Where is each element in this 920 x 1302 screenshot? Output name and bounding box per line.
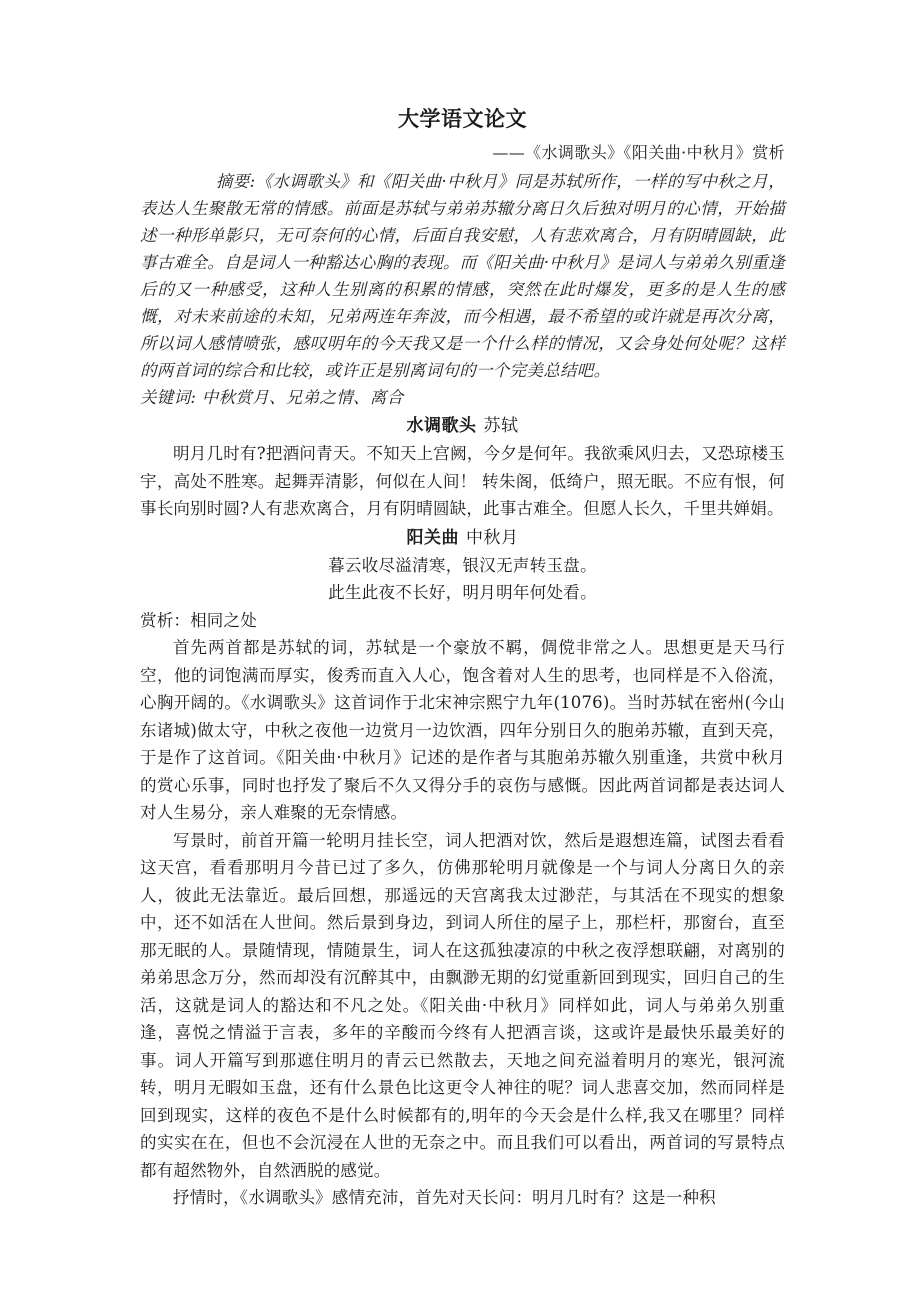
poem-line: 此生此夜不长好，明月明年何处看。 <box>328 583 597 602</box>
poem-heading-shuidiaogetou <box>140 412 785 440</box>
abstract-paragraph: 摘要:《水调歌头》和《阳关曲·中秋月》同是苏轼所作，一样的写中秋之月，表达人生聚散无常的情感。前面是苏轼与弟弟苏辙分离日久后独对明月的心情，开始描述一种形单影只，无可奈何的心情，后面自我安慰，人有悲欢离合，月有阴晴圆缺，此事古难全。自是词人一种豁达心胸的表现。而《阳关曲·中秋月》是词人与弟弟久别重逢后的又一种感受，这种人生别离的积累的情感，突然在此时爆发，更多的是人生的感慨，对未来前途的未知，兄弟两连年奔波，而今相遇，最不希望的或许就是再次分离，所以词人感情喷张，感叹明年的今天我又是一个什么样的情况，又会身处何处呢？这样的两首词的综合和比较，或许正是别离词句的一个完美总结吧。 <box>140 172 785 380</box>
poem-title: 阳关曲 <box>406 527 459 548</box>
page-title: 大学语文论文 <box>398 107 527 131</box>
poem-author: 苏轼 <box>483 416 519 436</box>
poem-title: 水调歌头 <box>406 416 477 436</box>
analysis-paragraph: 写景时，前首开篇一轮明月挂长空，词人把酒对饮，然后是遐想连篇，试图去看看这天宫，看看那明月今昔已过了多久，仿佛那轮明月就像是一个与词人分离日久的亲人，彼此无法靠近。最后回想，那遥远的天宫离我太过渺茫，与其活在不现实的想象中，还不如活在人世间。然后景到身边，到词人所住的屋子上，那栏杆，那窗台，直至那无眠的人。景随情现，情随景生，词人在这孤独凄凉的中秋之夜浮想联翩，对离别的弟弟思念万分，然而却没有沉醉其中，由飘渺无期的幻觉重新回到现实，回归自己的生活，这就是词人的豁达和不凡之处。《阳关曲·中秋月》同样如此，词人与弟弟久别重逢，喜悦之情溢于言表，多年的辛酸而今终有人把酒言谈，这或许是最快乐最美好的事。词人开篇写到那遮住明月的青云已然散去，天地之间充溢着明月的寒光，银河流转，明月无暇如玉盘，还有什么景色比这更令人神往的呢？词人悲喜交加，然而同样是回到现实，这样的夜色不是什么时候都有的,明年的今天会是什么样,我又在哪里？同样的实实在在，但也不会沉浸在人世的无奈之中。而且我们可以看出，两首词的写景特点都有超然物外，自然洒脱的感觉。 <box>140 830 785 1180</box>
keywords-line: 关键词: 中秋赏月、兄弟之情、离合 <box>140 388 404 407</box>
poem-body-shuidiaogetou: 明月几时有?把酒问青天。不知天上宫阙，今夕是何年。我欲乘风归去，又恐琼楼玉宇，高处不胜寒。起舞弄清影，何似在人间！ 转朱阁，低绮户，照无眠。不应有恨，何事长向别时圆?人有悲欢离合，月有阴晴圆缺，此事古难全。但愿人长久，千里共婵娟。 <box>140 444 785 518</box>
poem-subtitle: 中秋月 <box>466 527 519 548</box>
analysis-paragraph: 首先两首都是苏轼的词，苏轼是一个豪放不羁，倜傥非常之人。思想更是天马行空，他的词饱满而厚实，俊秀而直入人心，饱含着对人生的思考，也同样是不入俗流，心胸开阔的。《水调歌头》这首词作于北宋神宗熙宁九年(1076)。当时苏轼在密州(今山东诸城)做太守，中秋之夜他一边赏月一边饮酒，四年分别日久的胞弟苏辙，直到天亮，于是作了这首词。《阳关曲·中秋月》记述的是作者与其胞弟苏辙久别重逢，共赏中秋月的赏心乐事，同时也抒发了聚后不久又得分手的哀伤与感慨。因此两首词都是表达词人对人生易分，亲人难聚的无奈情感。 <box>140 638 785 822</box>
poem-heading-yangguanqu <box>140 524 785 552</box>
analysis-paragraph: 抒情时，《水调歌头》感情充沛，首先对天长问：明月几时有？这是一种积 <box>173 1188 716 1207</box>
document-content <box>140 104 785 1212</box>
poem-line: 暮云收尽溢清寒，银汉无声转玉盘。 <box>328 555 597 575</box>
analysis-heading: 赏析：相同之处 <box>140 610 257 630</box>
document-subtitle: ——《水调歌头》《阳关曲·中秋月》赏析 <box>492 143 785 162</box>
